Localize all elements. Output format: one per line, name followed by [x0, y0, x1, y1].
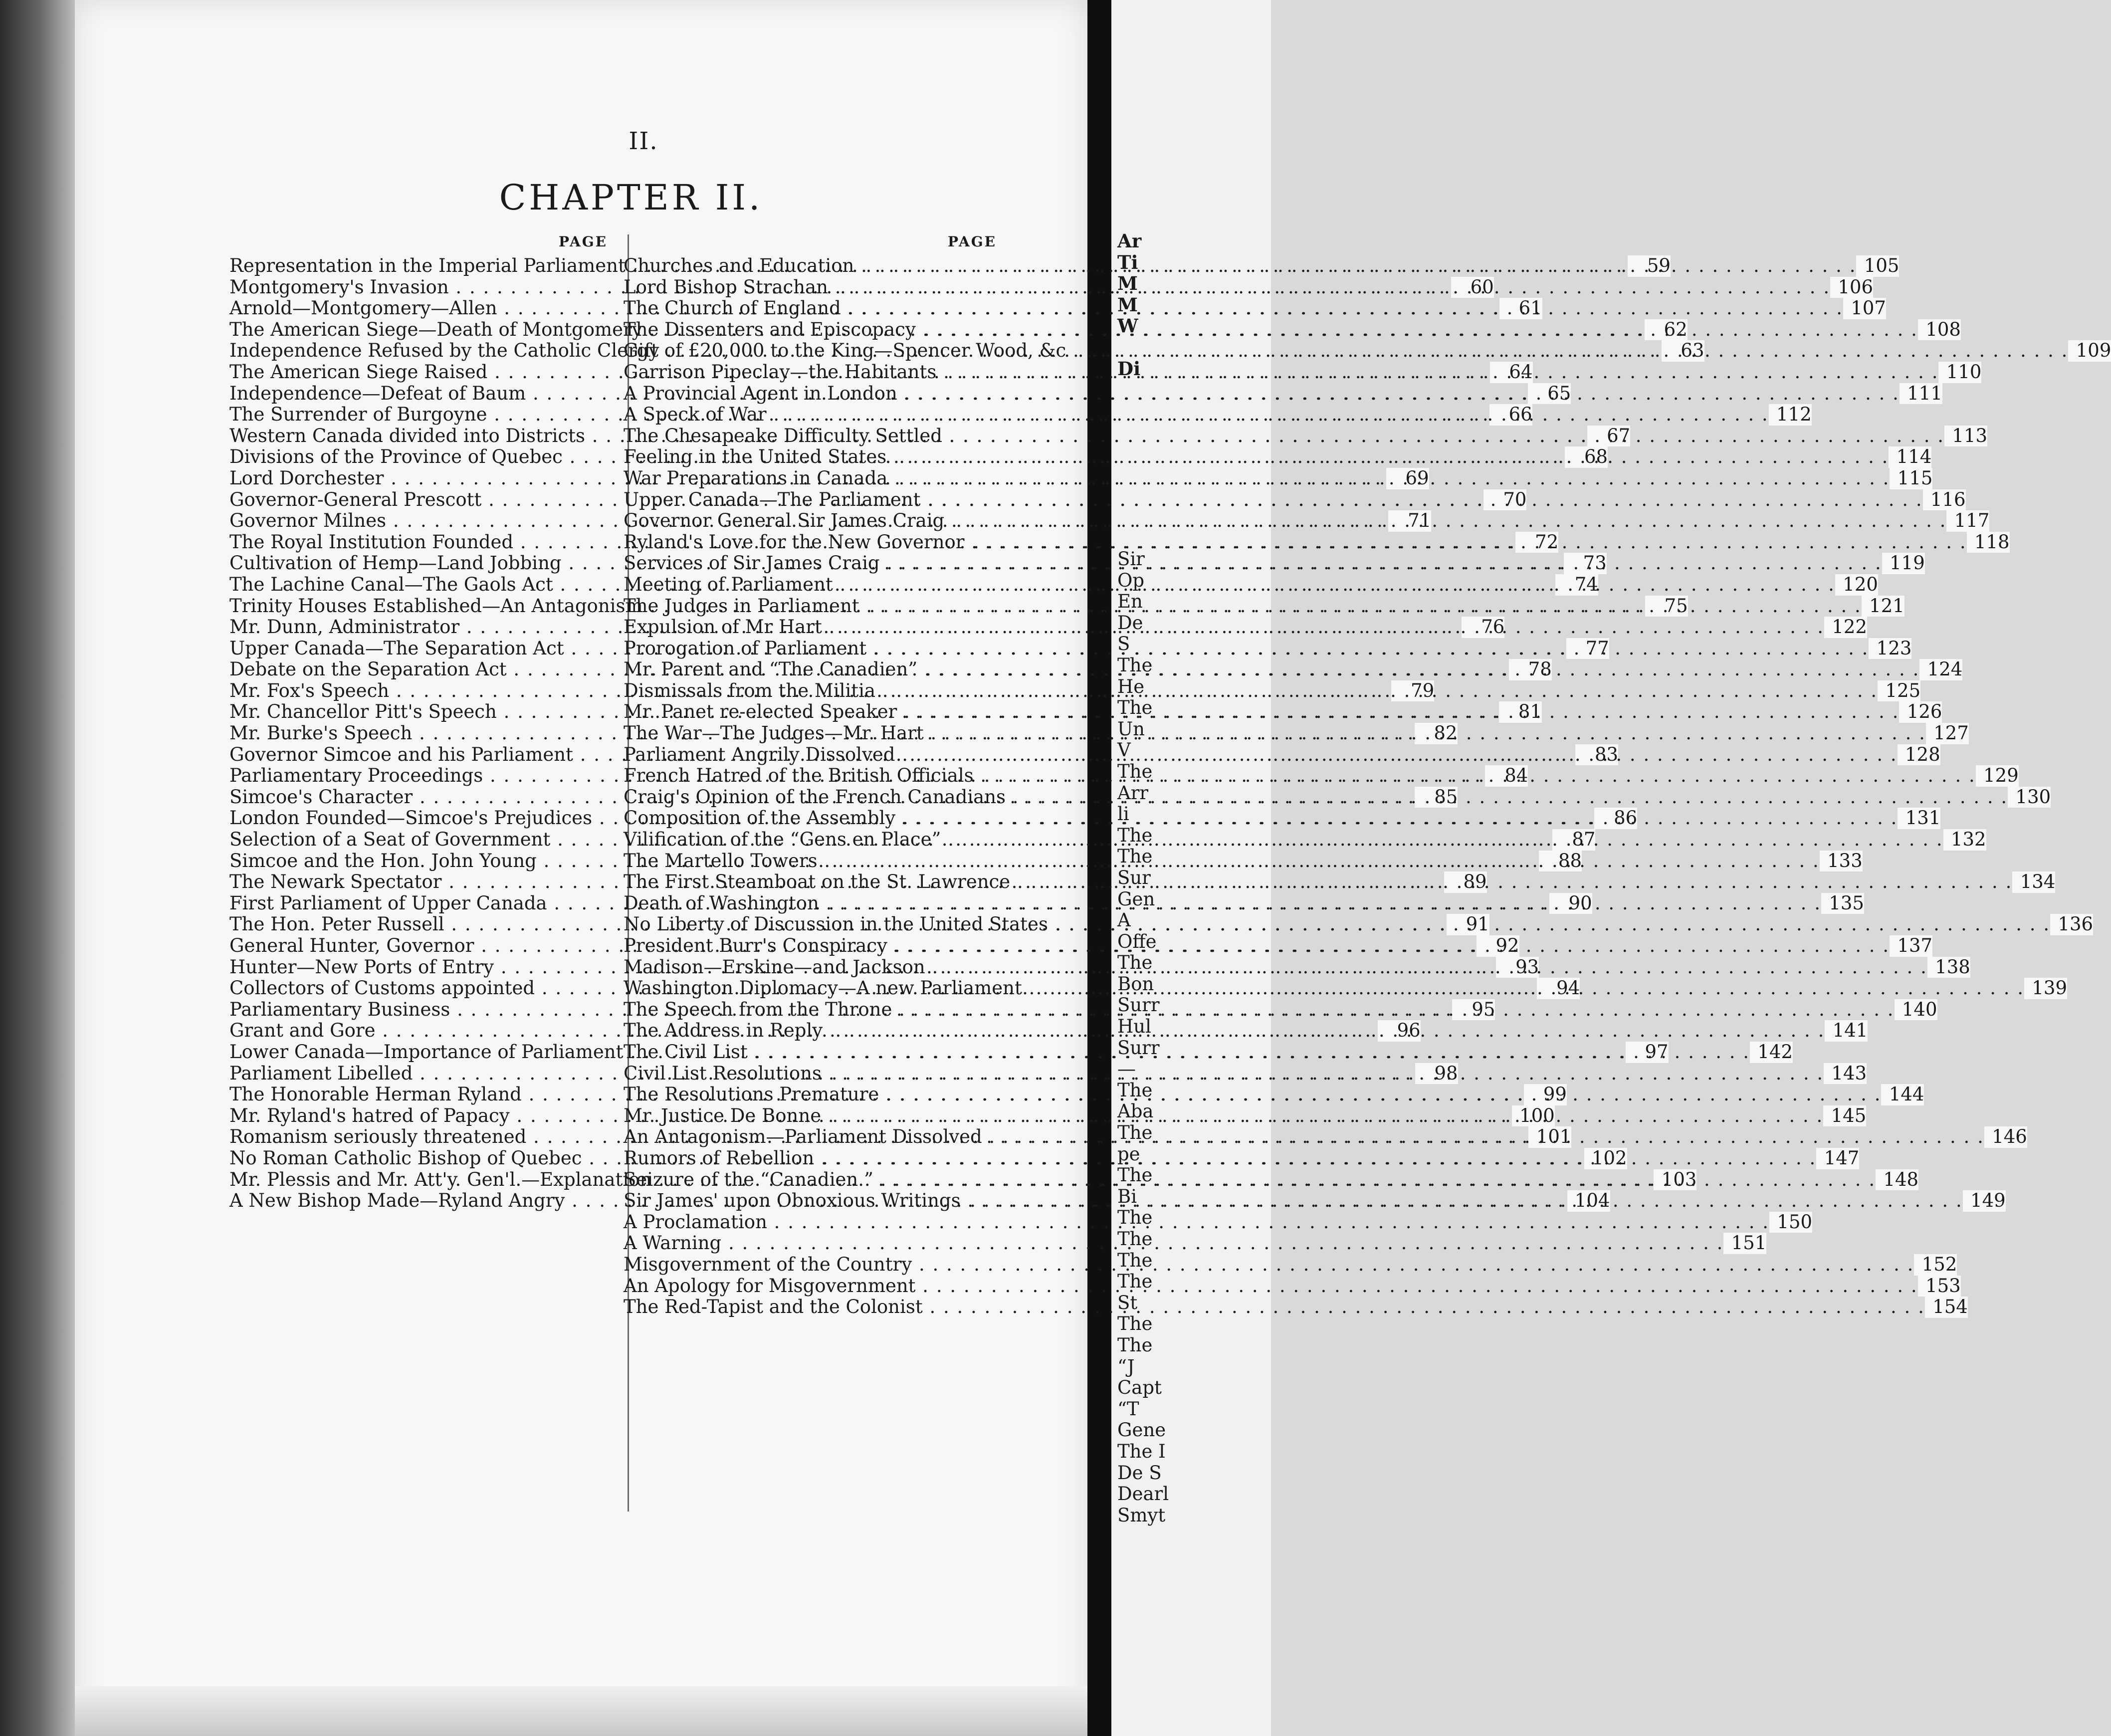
- entry-title: Parliamentary Proceedings . . .: [229, 765, 1485, 787]
- entry-title: Mr. Plessis and Mr. Att'y. Gen'l.—Explanation . . .: [229, 1169, 1654, 1191]
- entry-page-number: 113: [1944, 426, 1987, 447]
- entry-title: Governor-General Prescott . . .: [229, 489, 1483, 511]
- entry-page-number: 139: [2024, 978, 2067, 999]
- entry-page-number: 147: [1816, 1148, 1859, 1169]
- entry-title: Services of Sir James Craig . . .: [624, 553, 1882, 574]
- entry-page-number: 144: [1881, 1084, 1924, 1105]
- entry-title: Expulsion of Mr Hart . . .: [624, 617, 1824, 638]
- entry-page-number: 100: [1512, 1105, 1555, 1127]
- entry-title: First Parliament of Upper Canada . . .: [229, 893, 1549, 914]
- entry-page-number: 89: [1444, 871, 1487, 893]
- entry-title: Feeling in the United States . . .: [624, 446, 1889, 468]
- entry-title: Selection of a Seat of Government . . .: [229, 829, 1552, 851]
- entry-page-number: 69: [1386, 468, 1429, 489]
- entry-page-number: 153: [1918, 1276, 1961, 1297]
- entry-page-number: 93: [1496, 957, 1539, 978]
- entry-page-number: 138: [1927, 957, 1970, 978]
- entry-page-number: 87: [1552, 829, 1595, 851]
- entry-page-number: 105: [1856, 255, 1899, 277]
- adjacent-page-fragment: A: [1117, 909, 1131, 931]
- entry-title: Washington Diplomacy—A new Parliament . . .: [624, 978, 2024, 999]
- page-bottom-shadow: [75, 1686, 1087, 1736]
- entry-page-number: 106: [1830, 277, 1873, 298]
- adjacent-page-fragment: Ti: [1117, 251, 1138, 273]
- entry-title: Seizure of the “Canadien.” . . .: [624, 1169, 1876, 1191]
- entry-title: Simcoe and the Hon. John Young . . .: [229, 851, 1539, 872]
- entry-page-number: 66: [1489, 404, 1532, 426]
- entry-title: Sir James' upon Obnoxious Writings . . .: [624, 1190, 1963, 1212]
- entry-page-number: 133: [1820, 851, 1863, 872]
- entry-page-number: 101: [1528, 1126, 1571, 1148]
- entry-page-number: 85: [1415, 787, 1458, 808]
- entry-title: Ryland's Love for the New Governor . . .: [624, 532, 1967, 553]
- entry-page-number: 120: [1835, 574, 1878, 596]
- adjacent-page-fragment: En: [1117, 591, 1143, 613]
- adjacent-page-fragment: The: [1117, 760, 1153, 782]
- entry-title: Debate on the Separation Act . . .: [229, 659, 1509, 680]
- adjacent-page-fragment: [1117, 337, 1141, 358]
- entry-page-number: 102: [1584, 1148, 1627, 1169]
- entry-title: Governor General Sir James Craig . . .: [624, 510, 1946, 532]
- entry-page-number: 73: [1564, 553, 1607, 574]
- entry-page-number: 142: [1750, 1042, 1793, 1063]
- adjacent-page-fragment: Dearl: [1117, 1483, 1169, 1505]
- entry-title: Governor Simcoe and his Parliament . . .: [229, 744, 1575, 766]
- entry-title: The Chesapeake Difficulty Settled . . .: [624, 426, 1944, 447]
- entry-page-number: 111: [1900, 383, 1942, 405]
- entry-title: No Roman Catholic Bishop of Quebec . . .: [229, 1148, 1584, 1169]
- entry-title: Mr. Burke's Speech . . .: [229, 723, 1415, 744]
- entry-page-number: 141: [1825, 1020, 1868, 1042]
- entry-title: Misgovernment of the Country . . .: [624, 1254, 1914, 1276]
- chapter-title: CHAPTER II.: [499, 177, 763, 218]
- entry-title: Cultivation of Hemp—Land Jobbing . . .: [229, 553, 1564, 574]
- adjacent-page-fragment: De: [1117, 612, 1143, 634]
- entry-page-number: 124: [1919, 659, 1962, 680]
- entry-title: Civil List Resolutions . . .: [624, 1063, 1824, 1085]
- entry-page-number: 95: [1452, 999, 1495, 1021]
- entry-title: Lower Canada—Importance of Parliament . . .: [229, 1042, 1626, 1063]
- entry-title: Hunter—New Ports of Entry . . .: [229, 957, 1496, 978]
- entry-title: Parliament Libelled . . .: [229, 1063, 1415, 1085]
- entry-page-number: 99: [1524, 1084, 1567, 1105]
- entry-title: Upper Canada—The Separation Act . . .: [229, 638, 1566, 659]
- entry-page-number: 59: [1628, 255, 1671, 277]
- scan-left-edge: [0, 0, 75, 1736]
- entry-title: Dismissals from the Militia . . .: [624, 680, 1878, 702]
- adjacent-page-fragment: The: [1117, 1164, 1153, 1186]
- adjacent-page-fragment: Capt: [1117, 1377, 1162, 1399]
- entry-title: A Provincial Agent in London . . .: [624, 383, 1900, 405]
- entry-title: Craig's Opinion of the French Canadians . . .: [624, 787, 2008, 808]
- entry-page-number: 137: [1890, 935, 1932, 957]
- adjacent-page-fragment: Op: [1117, 569, 1145, 591]
- entry-title: Mr. Fox's Speech . . .: [229, 680, 1391, 702]
- entry-title: Garrison Pipeclay—the Habitants . . .: [624, 362, 1938, 383]
- entry-page-number: 68: [1565, 446, 1608, 468]
- adjacent-page-fragment: V: [1117, 739, 1131, 761]
- entry-title: A Proclamation . . .: [624, 1212, 1769, 1233]
- entry-title: Governor Milnes . . .: [229, 510, 1388, 532]
- entry-title: The War—The Judges—Mr. Hart . . .: [624, 723, 1926, 744]
- entry-page-number: 143: [1824, 1063, 1867, 1085]
- entry-title: President Burr's Conspiracy . . .: [624, 935, 1890, 957]
- adjacent-page-fragment: The: [1117, 1122, 1153, 1144]
- entry-title: Mr. Panet re-elected Speaker . . .: [624, 701, 1899, 723]
- adjacent-page-fragment: Ar: [1117, 230, 1142, 252]
- entry-page-number: 81: [1499, 701, 1542, 723]
- entry-page-number: 75: [1645, 596, 1688, 617]
- adjacent-page-fragment: li: [1117, 803, 1129, 825]
- entry-page-number: 151: [1723, 1233, 1766, 1254]
- adjacent-page-fragment: pe: [1117, 1143, 1140, 1165]
- adjacent-page-fragment: The: [1117, 1313, 1153, 1335]
- entry-title: Mr. Dunn, Administrator . . .: [229, 617, 1462, 638]
- entry-title: Mr. Justice De Bonne . . .: [624, 1105, 1823, 1127]
- entry-page-number: 91: [1447, 914, 1489, 935]
- entry-title: Lord Bishop Strachan . . .: [624, 277, 1830, 298]
- entry-page-number: 127: [1926, 723, 1969, 744]
- entry-page-number: 103: [1654, 1169, 1696, 1191]
- entry-title: No Liberty of Discussion in the United States . . .: [624, 914, 2050, 935]
- entry-page-number: 148: [1876, 1169, 1918, 1191]
- entry-page-number: 145: [1823, 1105, 1866, 1127]
- adjacent-page-fragment: Bi: [1117, 1185, 1137, 1207]
- adjacent-page-fragment: The: [1117, 697, 1153, 719]
- adjacent-page-fragment: Gen: [1117, 888, 1155, 910]
- adjacent-page-fragment: Sir: [1117, 548, 1145, 570]
- entry-page-number: 118: [1967, 532, 2010, 553]
- adjacent-page-fragment: De S: [1117, 1462, 1162, 1484]
- adjacent-page-fragment: He: [1117, 675, 1145, 697]
- entry-page-number: 135: [1821, 893, 1864, 914]
- entry-title: The Honorable Herman Ryland . . .: [229, 1084, 1524, 1105]
- entry-page-number: 123: [1869, 638, 1911, 659]
- entry-page-number: 98: [1415, 1063, 1458, 1085]
- entry-title: General Hunter, Governor . . .: [229, 935, 1477, 957]
- adjacent-page-fragment: S: [1117, 633, 1130, 655]
- entry-title: Parliamentary Business . . .: [229, 999, 1452, 1021]
- entry-page-number: 62: [1645, 319, 1688, 341]
- entry-title: Independence—Defeat of Baum . . .: [229, 383, 1528, 405]
- entry-title: Madison—Erskine—and Jackson . . .: [624, 957, 1927, 978]
- adjacent-page-top-fragments: [1117, 230, 1141, 379]
- entry-page-number: 131: [1898, 808, 1940, 829]
- entry-title: War Preparations in Canada . . .: [624, 468, 1890, 489]
- entry-page-number: 129: [1976, 765, 2019, 787]
- entry-page-number: 121: [1862, 596, 1904, 617]
- entry-page-number: 60: [1451, 277, 1494, 298]
- entry-title: The Hon. Peter Russell . . .: [229, 914, 1447, 935]
- entry-title: Lord Dorchester . . .: [229, 468, 1386, 489]
- entry-title: The Dissenters and Episcopacy . . .: [624, 319, 1918, 341]
- entry-title: The Speech from the Throne . . .: [624, 999, 1895, 1021]
- entry-title: Arnold—Montgomery—Allen . . .: [229, 298, 1499, 319]
- entry-page-number: 136: [2050, 914, 2093, 935]
- entry-title: An Apology for Misgovernment . . .: [624, 1276, 1918, 1297]
- adjacent-page-fragment: The: [1117, 1334, 1153, 1356]
- entry-title: A Speck of War . . .: [624, 404, 1769, 426]
- entry-title: Rumors of Rebellion . . .: [624, 1148, 1816, 1169]
- adjacent-page-fragment: M: [1117, 293, 1138, 316]
- entry-page-number: 125: [1878, 680, 1920, 702]
- entry-page-number: 140: [1895, 999, 1937, 1021]
- entry-page-number: 74: [1555, 574, 1598, 596]
- entry-title: French Hatred of the British Officials . . .: [624, 765, 1976, 787]
- entry-page-number: 72: [1515, 532, 1558, 553]
- entry-title: A Warning . . .: [624, 1233, 1723, 1254]
- adjacent-page-fragment: The: [1117, 1228, 1153, 1250]
- entry-page-number: 82: [1415, 723, 1458, 744]
- entry-title: The American Siege Raised . . .: [229, 362, 1490, 383]
- entry-title: Grant and Gore . . .: [229, 1020, 1378, 1042]
- entry-title: Romanism seriously threatened . . .: [229, 1126, 1528, 1148]
- entry-title: The Address in Reply . . .: [624, 1020, 1825, 1042]
- entry-page-number: 150: [1769, 1212, 1812, 1233]
- entry-page-number: 76: [1462, 617, 1504, 638]
- adjacent-page-fragment: Aba: [1117, 1100, 1154, 1122]
- entry-page-number: 149: [1963, 1190, 2006, 1212]
- entry-page-number: 90: [1549, 893, 1592, 914]
- entry-page-number: 108: [1918, 319, 1961, 341]
- entry-page-number: 109: [2068, 340, 2111, 362]
- entry-title: An Antagonism—Parliament Dissolved . . .: [624, 1126, 1984, 1148]
- entry-title: Churches and Education . . .: [624, 255, 1856, 277]
- entry-title: Composition of the Assembly . . .: [624, 808, 1898, 829]
- adjacent-page-fragment: The: [1117, 1079, 1153, 1101]
- adjacent-page-fragment: Surr: [1117, 994, 1160, 1016]
- entry-title: The Resolutions Premature . . .: [624, 1084, 1881, 1105]
- adjacent-page-fragment: —: [1117, 1058, 1136, 1080]
- adjacent-page-fragment: The: [1117, 654, 1153, 676]
- entry-page-number: 61: [1499, 298, 1542, 319]
- adjacent-page-fragment: Gene: [1117, 1419, 1166, 1441]
- adjacent-page-fragment: Offe: [1117, 930, 1157, 952]
- entry-title: Mr. Parent and “The Canadien” . . .: [624, 659, 1919, 680]
- entry-page-number: 97: [1626, 1042, 1669, 1063]
- adjacent-page-fragment: The: [1117, 1207, 1153, 1229]
- adjacent-page-fragment: Sur: [1117, 867, 1151, 888]
- entry-page-number: 117: [1946, 510, 1989, 532]
- entry-page-number: 122: [1824, 617, 1867, 638]
- entry-title: The Civil List . . .: [624, 1042, 1750, 1063]
- adjacent-page-fragment: “J: [1117, 1355, 1135, 1377]
- entry-page-number: 94: [1537, 978, 1580, 999]
- adjacent-page-fragment: The: [1117, 1249, 1153, 1271]
- entry-page-number: 104: [1567, 1190, 1610, 1212]
- entry-title: The American Siege—Death of Montgomery . . .: [229, 319, 1645, 341]
- entry-page-number: 132: [1943, 829, 1986, 851]
- entry-title: The Martello Towers . . .: [624, 851, 1820, 872]
- entry-title: Upper Canada—The Parliament . . .: [624, 489, 1923, 511]
- entry-page-number: 71: [1388, 510, 1431, 532]
- adjacent-page-middle-fragments: [1117, 549, 1169, 1526]
- entry-page-number: 84: [1485, 765, 1528, 787]
- entry-page-number: 67: [1587, 426, 1630, 447]
- entry-title: Vilification of the “Gens en Place” . . .: [624, 829, 1943, 851]
- entry-title: Mr. Chancellor Pitt's Speech . . .: [229, 701, 1499, 723]
- adjacent-page-fragment: “T: [1117, 1398, 1139, 1420]
- adjacent-page-fragment: Arr: [1117, 782, 1149, 804]
- entry-page-number: 107: [1843, 298, 1886, 319]
- entry-title: Western Canada divided into Districts . . .: [229, 426, 1587, 447]
- contents-entry: [624, 1253, 1957, 1276]
- entry-page-number: 115: [1890, 468, 1932, 489]
- entry-title: Collectors of Customs appointed . . .: [229, 978, 1537, 999]
- entry-page-number: 110: [1938, 362, 1981, 383]
- entry-page-number: 126: [1899, 701, 1942, 723]
- adjacent-page-fragment: The: [1117, 952, 1153, 974]
- entry-page-number: 63: [1662, 340, 1704, 362]
- adjacent-page-fragment: Surr: [1117, 1037, 1160, 1059]
- adjacent-page-fragment: Un: [1117, 718, 1145, 740]
- entry-page-number: 152: [1914, 1254, 1957, 1276]
- entry-title: Simcoe's Character . . .: [229, 787, 1415, 808]
- entry-page-number: 92: [1477, 935, 1519, 957]
- entry-page-number: 70: [1483, 489, 1526, 511]
- entry-page-number: 116: [1923, 489, 1966, 511]
- adjacent-page-fragment: Hul: [1117, 1016, 1151, 1038]
- entry-title: The Lachine Canal—The Gaols Act . . .: [229, 574, 1555, 596]
- entry-title: Death of Washington . . .: [624, 893, 1821, 914]
- adjacent-page-fragment: Bon: [1117, 973, 1154, 995]
- entry-title: Representation in the Imperial Parliament . . .: [229, 255, 1628, 277]
- entry-title: Divisions of the Province of Quebec . . .: [229, 446, 1565, 468]
- entry-page-number: 119: [1882, 553, 1925, 574]
- entry-title: Prorogation of Parliament . . .: [624, 638, 1869, 659]
- entry-page-number: 79: [1391, 680, 1434, 702]
- entry-page-number: 154: [1925, 1297, 1968, 1318]
- entry-page-number: 88: [1539, 851, 1582, 872]
- entry-title: The Red-Tapist and the Colonist . . .: [624, 1297, 1925, 1318]
- entry-page-number: 96: [1378, 1020, 1421, 1042]
- entry-title: Trinity Houses Established—An Antagonism . . .: [229, 596, 1645, 617]
- entry-page-number: 112: [1769, 404, 1812, 426]
- entry-title: Meeting of Parliament . . .: [624, 574, 1835, 596]
- page-column-label-left: PAGE: [559, 233, 608, 250]
- entry-page-number: 78: [1509, 659, 1552, 680]
- entry-page-number: 64: [1490, 362, 1533, 383]
- adjacent-page-fragment: The: [1117, 824, 1153, 846]
- adjacent-page-fragment: The: [1117, 846, 1153, 868]
- entry-page-number: 77: [1566, 638, 1609, 659]
- entry-page-number: 134: [2012, 871, 2055, 893]
- entry-title: The Church of England . . .: [624, 298, 1843, 319]
- entry-title: The Newark Spectator . . .: [229, 871, 1444, 893]
- entry-title: The Royal Institution Founded . . .: [229, 532, 1515, 553]
- entry-title: Independence Refused by the Catholic Clergy . . .: [229, 340, 1662, 362]
- entry-title: Parliament Angrily Dissolved . . .: [624, 744, 1898, 766]
- entry-page-number: 65: [1528, 383, 1571, 405]
- entry-page-number: 146: [1984, 1126, 2027, 1148]
- adjacent-page-fragment: The: [1117, 1271, 1153, 1293]
- entry-page-number: 128: [1898, 744, 1940, 766]
- entry-title: The First Steamboat on the St. Lawrence . . .: [624, 871, 2012, 893]
- adjacent-page-fragment: St: [1117, 1292, 1138, 1313]
- entry-title: Gift of £20,000 to the King—Spencer Wood, &c . . .: [624, 340, 2068, 362]
- adjacent-page-fragment: W: [1117, 315, 1138, 337]
- contents-entry: [624, 1296, 1968, 1318]
- entry-title: Montgomery's Invasion . . .: [229, 277, 1451, 298]
- adjacent-page-fragment: M: [1117, 272, 1138, 295]
- entry-title: A New Bishop Made—Ryland Angry . . .: [229, 1190, 1567, 1212]
- page-column-label-right: PAGE: [948, 233, 997, 250]
- entry-title: The Surrender of Burgoyne . . .: [229, 404, 1489, 426]
- adjacent-page-fragment: The I: [1117, 1440, 1166, 1462]
- adjacent-page-fragment: Di: [1117, 357, 1141, 380]
- entry-title: The Judges in Parliament . . .: [624, 596, 1862, 617]
- entry-page-number: 86: [1594, 808, 1637, 829]
- adjacent-page-fragment: Smyt: [1117, 1504, 1166, 1526]
- entry-title: Mr. Ryland's hatred of Papacy . . .: [229, 1105, 1512, 1127]
- entry-page-number: 114: [1889, 446, 1931, 468]
- entry-page-number: 83: [1575, 744, 1618, 766]
- page-number: II.: [629, 127, 658, 155]
- entry-title: London Founded—Simcoe's Prejudices . . .: [229, 808, 1594, 829]
- entry-page-number: 130: [2008, 787, 2051, 808]
